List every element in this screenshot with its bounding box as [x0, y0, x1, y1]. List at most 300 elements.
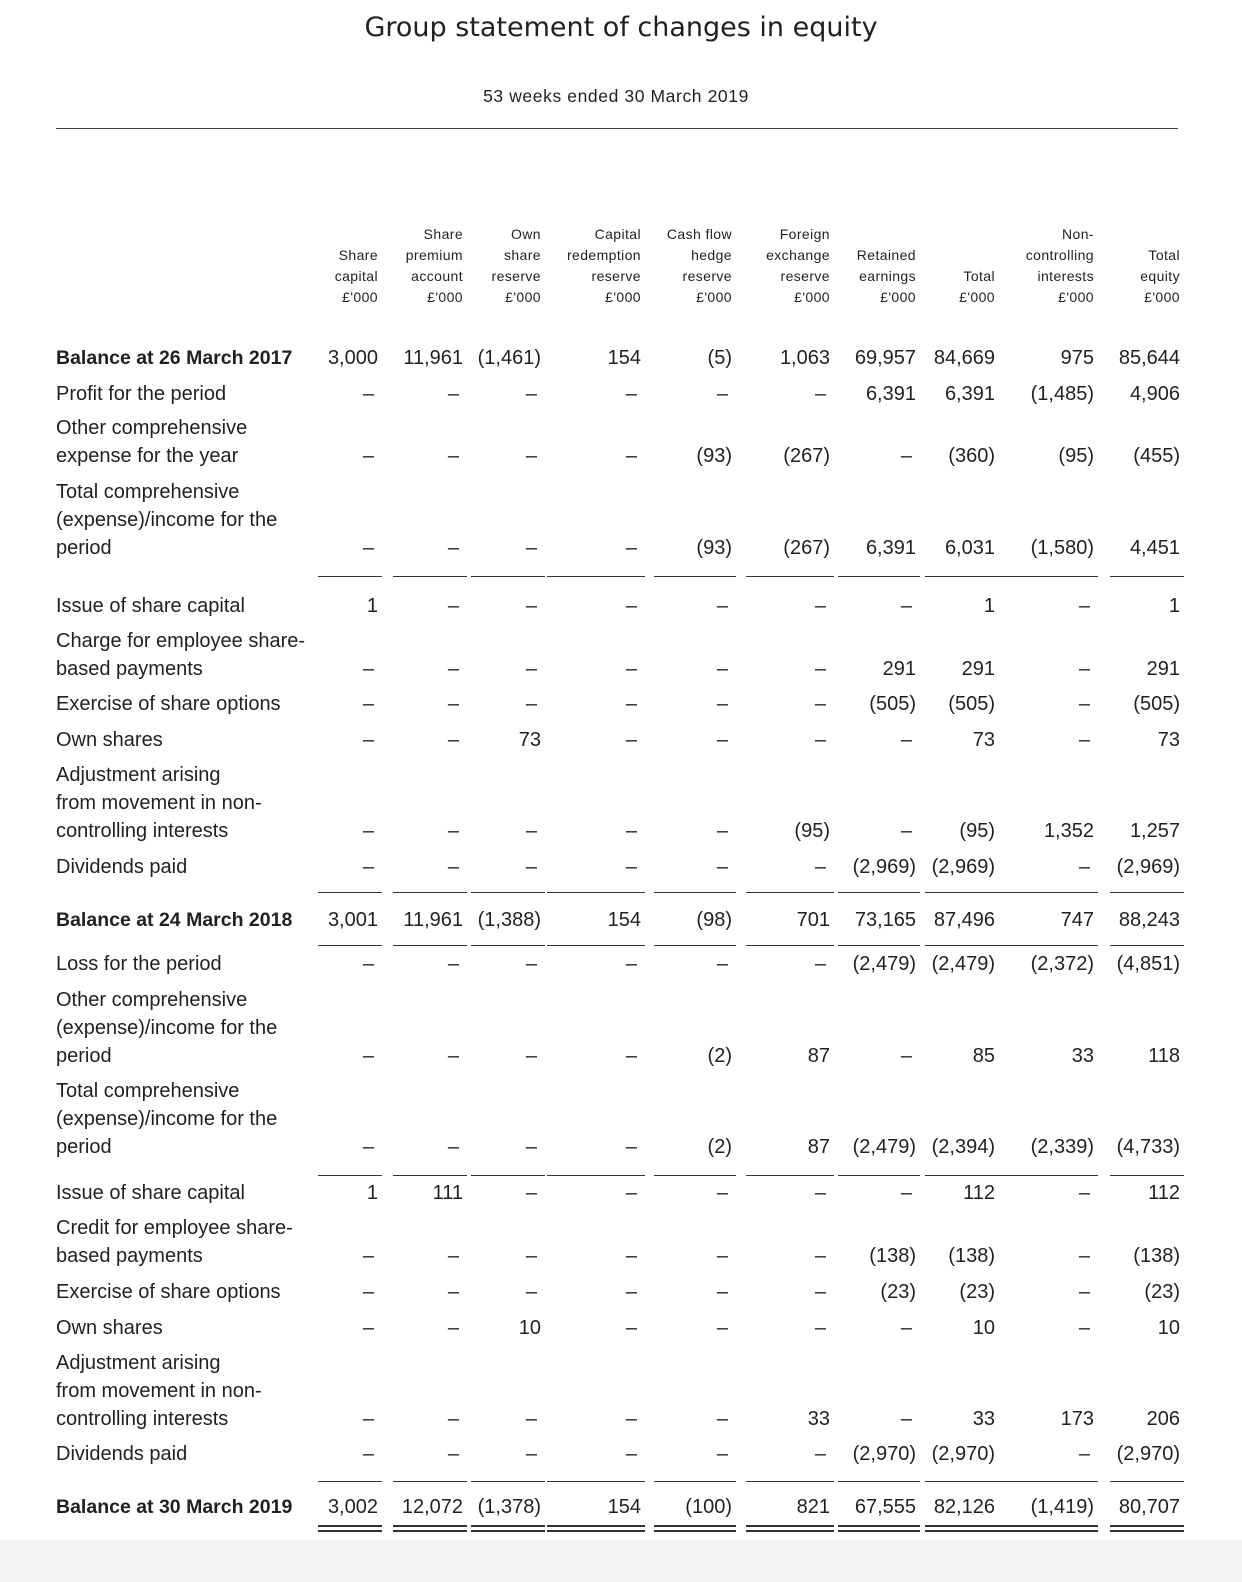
cell-retained-earnings: (138): [869, 1245, 916, 1267]
subtotal-rule: [1110, 1481, 1184, 1482]
cell-non-controlling: –: [1078, 729, 1090, 751]
cell-share-premium: –: [447, 595, 459, 617]
cell-share-capital: –: [362, 1443, 374, 1465]
cell-own-share-reserve: –: [525, 953, 537, 975]
row-label-line: Adjustment arising: [56, 764, 221, 786]
cell-capital-redemption: –: [625, 1408, 637, 1430]
cell-total: 112: [963, 1182, 995, 1204]
cell-cash-flow-hedge: –: [716, 953, 728, 975]
cell-share-premium: –: [447, 1317, 459, 1339]
cell-total-equity: (455): [1133, 445, 1180, 467]
row-label-line: Exercise of share options: [56, 1281, 281, 1303]
cell-foreign-exchange: –: [814, 729, 826, 751]
row-label-line: (expense)/income for the: [56, 1108, 278, 1130]
subtotal-rule: [925, 1481, 999, 1482]
subtotal-rule: [318, 892, 382, 893]
cell-share-premium: –: [447, 445, 459, 467]
subtotal-rule: [547, 945, 645, 946]
column-header-line: reserve: [591, 268, 641, 284]
cell-own-share-reserve: –: [525, 693, 537, 715]
subtotal-rule: [838, 892, 920, 893]
cell-capital-redemption: –: [625, 1136, 637, 1158]
cell-non-controlling: (1,485): [1030, 383, 1094, 405]
cell-total-equity: 291: [1146, 658, 1180, 680]
cell-cash-flow-hedge: –: [716, 856, 728, 878]
column-header-line: £'000: [505, 289, 541, 305]
cell-non-controlling: –: [1078, 856, 1090, 878]
cell-total-equity: 88,243: [1118, 909, 1180, 931]
cell-cash-flow-hedge: –: [716, 729, 728, 751]
cell-total: (23): [959, 1281, 995, 1303]
subtotal-rule: [996, 892, 1098, 893]
column-header-line: Non-: [1062, 226, 1094, 242]
total-double-rule: [996, 1525, 1098, 1527]
cell-own-share-reserve: 73: [518, 729, 541, 751]
cell-share-capital: –: [362, 820, 374, 842]
cell-non-controlling: 1,352: [1043, 820, 1094, 842]
column-header-line: £'000: [696, 289, 732, 305]
subtotal-rule: [925, 945, 999, 946]
row-label-line: Loss for the period: [56, 953, 222, 975]
cell-share-capital: –: [362, 1317, 374, 1339]
cell-foreign-exchange: –: [814, 693, 826, 715]
row-label-line: Total comprehensive: [56, 1080, 240, 1102]
subtotal-rule: [471, 1481, 545, 1482]
cell-non-controlling: 33: [1071, 1045, 1094, 1067]
row-label-line: period: [56, 537, 112, 559]
cell-cash-flow-hedge: –: [716, 1317, 728, 1339]
subtotal-rule: [318, 945, 382, 946]
cell-total: (505): [948, 693, 995, 715]
cell-cash-flow-hedge: –: [716, 1245, 728, 1267]
total-double-rule: [318, 1525, 382, 1527]
cell-own-share-reserve: –: [525, 445, 537, 467]
subtotal-rule: [1110, 576, 1184, 577]
subtotal-rule: [547, 1175, 645, 1176]
cell-share-capital: –: [362, 445, 374, 467]
subtotal-rule: [393, 1481, 467, 1482]
column-header-line: exchange: [766, 247, 830, 263]
subtotal-rule: [746, 945, 834, 946]
cell-retained-earnings: –: [900, 1408, 912, 1430]
cell-own-share-reserve: 10: [518, 1317, 541, 1339]
cell-share-capital: –: [362, 693, 374, 715]
cell-cash-flow-hedge: –: [716, 383, 728, 405]
column-header-line: Capital: [594, 226, 641, 242]
column-header-line: Total: [1148, 247, 1180, 263]
subtotal-rule: [471, 945, 545, 946]
cell-retained-earnings: 67,555: [854, 1496, 916, 1518]
cell-capital-redemption: –: [625, 537, 637, 559]
subtotal-rule: [746, 1175, 834, 1176]
cell-cash-flow-hedge: (93): [696, 445, 732, 467]
row-label-line: Charge for employee share-: [56, 630, 306, 652]
cell-cash-flow-hedge: (98): [696, 909, 732, 931]
cell-cash-flow-hedge: (2): [707, 1045, 732, 1067]
column-header-line: earnings: [859, 268, 916, 284]
row-label-line: (expense)/income for the: [56, 509, 278, 531]
column-header-line: £'000: [1144, 289, 1180, 305]
subtotal-rule: [925, 576, 999, 577]
cell-share-premium: –: [447, 1281, 459, 1303]
cell-share-premium: –: [447, 953, 459, 975]
cell-capital-redemption: –: [625, 658, 637, 680]
subtotal-rule: [654, 576, 736, 577]
column-header-line: £'000: [1058, 289, 1094, 305]
cell-retained-earnings: (2,479): [852, 953, 916, 975]
row-label-line: Dividends paid: [56, 1443, 188, 1465]
cell-own-share-reserve: (1,388): [477, 909, 541, 931]
cell-retained-earnings: 73,165: [854, 909, 916, 931]
column-header-line: £'000: [342, 289, 378, 305]
cell-retained-earnings: –: [900, 1182, 912, 1204]
cell-total: 6,391: [944, 383, 995, 405]
cell-capital-redemption: –: [625, 693, 637, 715]
cell-retained-earnings: –: [900, 729, 912, 751]
column-header-line: reserve: [682, 268, 732, 284]
cell-share-capital: –: [362, 856, 374, 878]
subtotal-rule: [547, 576, 645, 577]
cell-cash-flow-hedge: –: [716, 1281, 728, 1303]
cell-total-equity: (2,970): [1116, 1443, 1180, 1465]
subtotal-rule: [471, 576, 545, 577]
cell-capital-redemption: 154: [607, 347, 641, 369]
page-footer-shade: [0, 1540, 1242, 1582]
column-header-line: £'000: [794, 289, 830, 305]
cell-own-share-reserve: –: [525, 856, 537, 878]
cell-retained-earnings: (23): [880, 1281, 916, 1303]
cell-non-controlling: (1,580): [1030, 537, 1094, 559]
column-header-line: interests: [1037, 268, 1094, 284]
cell-retained-earnings: –: [900, 1317, 912, 1339]
cell-foreign-exchange: (267): [783, 445, 830, 467]
cell-own-share-reserve: –: [525, 1136, 537, 1158]
cell-foreign-exchange: –: [814, 1182, 826, 1204]
row-label-line: period: [56, 1045, 112, 1067]
subtotal-rule: [1110, 892, 1184, 893]
subtotal-rule: [393, 576, 467, 577]
column-header-line: Cash flow: [666, 226, 732, 242]
row-label-line: Profit for the period: [56, 383, 227, 405]
cell-share-capital: –: [362, 1408, 374, 1430]
cell-capital-redemption: –: [625, 1317, 637, 1339]
cell-total-equity: (4,733): [1116, 1136, 1180, 1158]
cell-share-capital: 3,002: [327, 1496, 378, 1518]
cell-share-capital: –: [362, 1045, 374, 1067]
subtotal-rule: [746, 576, 834, 577]
cell-total-equity: 1,257: [1129, 820, 1180, 842]
subtotal-rule: [393, 892, 467, 893]
cell-cash-flow-hedge: –: [716, 658, 728, 680]
row-label-line: period: [56, 1136, 112, 1158]
row-label-line: Dividends paid: [56, 856, 188, 878]
cell-own-share-reserve: –: [525, 1281, 537, 1303]
column-header-line: Share: [338, 247, 378, 263]
cell-total-equity: 206: [1146, 1408, 1180, 1430]
subtotal-rule: [838, 576, 920, 577]
cell-retained-earnings: –: [900, 595, 912, 617]
row-label-line: (expense)/income for the: [56, 1017, 278, 1039]
cell-retained-earnings: –: [900, 445, 912, 467]
column-header-line: Foreign: [779, 226, 830, 242]
cell-non-controlling: 975: [1060, 347, 1094, 369]
cell-total: (95): [959, 820, 995, 842]
cell-own-share-reserve: –: [525, 1443, 537, 1465]
cell-cash-flow-hedge: (100): [685, 1496, 732, 1518]
cell-total: 73: [972, 729, 995, 751]
cell-retained-earnings: (2,479): [852, 1136, 916, 1158]
row-label-line: from movement in non-: [56, 1380, 262, 1402]
cell-capital-redemption: 154: [607, 1496, 641, 1518]
cell-share-premium: 11,961: [403, 909, 463, 931]
cell-cash-flow-hedge: –: [716, 1182, 728, 1204]
cell-total: 87,496: [933, 909, 995, 931]
column-header-line: share: [503, 247, 541, 263]
cell-non-controlling: 747: [1060, 909, 1094, 931]
row-label-line: based payments: [56, 658, 203, 680]
column-header-line: Total: [963, 268, 995, 284]
cell-share-capital: –: [362, 1245, 374, 1267]
cell-total-equity: 4,906: [1129, 383, 1180, 405]
total-double-rule: [1110, 1525, 1184, 1527]
cell-capital-redemption: –: [625, 1245, 637, 1267]
cell-cash-flow-hedge: (5): [707, 347, 732, 369]
row-label-line: Total comprehensive: [56, 481, 240, 503]
subtotal-rule: [547, 1481, 645, 1482]
cell-capital-redemption: –: [625, 595, 637, 617]
cell-total: 10: [972, 1317, 995, 1339]
cell-share-capital: 1: [366, 595, 378, 617]
subtotal-rule: [996, 1175, 1098, 1176]
cell-non-controlling: (1,419): [1030, 1496, 1094, 1518]
subtotal-rule: [838, 1175, 920, 1176]
cell-own-share-reserve: –: [525, 1182, 537, 1204]
cell-foreign-exchange: 33: [807, 1408, 830, 1430]
cell-retained-earnings: (505): [869, 693, 916, 715]
cell-capital-redemption: –: [625, 856, 637, 878]
cell-total: (2,394): [931, 1136, 995, 1158]
cell-capital-redemption: –: [625, 953, 637, 975]
cell-total-equity: (4,851): [1116, 953, 1180, 975]
cell-foreign-exchange: (95): [794, 820, 830, 842]
cell-total-equity: (23): [1144, 1281, 1180, 1303]
cell-non-controlling: –: [1078, 693, 1090, 715]
column-header-line: reserve: [780, 268, 830, 284]
cell-share-premium: –: [447, 729, 459, 751]
cell-retained-earnings: –: [900, 1045, 912, 1067]
total-double-rule: [547, 1525, 645, 1527]
cell-own-share-reserve: –: [525, 1045, 537, 1067]
cell-share-capital: –: [362, 658, 374, 680]
cell-foreign-exchange: –: [814, 383, 826, 405]
cell-share-premium: –: [447, 856, 459, 878]
row-label-line: Other comprehensive: [56, 417, 248, 439]
row-label-line: expense for the year: [56, 445, 239, 467]
cell-total-equity: 112: [1148, 1182, 1180, 1204]
cell-capital-redemption: –: [625, 729, 637, 751]
cell-own-share-reserve: –: [525, 658, 537, 680]
cell-total: 84,669: [933, 347, 995, 369]
cell-share-capital: 1: [366, 1182, 378, 1204]
cell-share-premium: –: [447, 820, 459, 842]
cell-share-capital: 3,001: [327, 909, 378, 931]
cell-foreign-exchange: –: [814, 658, 826, 680]
cell-share-capital: –: [362, 1136, 374, 1158]
cell-retained-earnings: 69,957: [854, 347, 916, 369]
row-label-line: controlling interests: [56, 820, 229, 842]
cell-non-controlling: –: [1078, 595, 1090, 617]
cell-non-controlling: –: [1078, 658, 1090, 680]
cell-non-controlling: –: [1078, 1281, 1090, 1303]
row-label-line: based payments: [56, 1245, 203, 1267]
cell-share-premium: –: [447, 1408, 459, 1430]
cell-share-premium: –: [447, 383, 459, 405]
cell-foreign-exchange: 1,063: [779, 347, 830, 369]
cell-total: (138): [948, 1245, 995, 1267]
subtotal-rule: [1110, 945, 1184, 946]
column-header-line: controlling: [1025, 247, 1094, 263]
column-header-line: account: [411, 268, 463, 284]
cell-cash-flow-hedge: (93): [696, 537, 732, 559]
subtotal-rule: [471, 892, 545, 893]
cell-total: (360): [948, 445, 995, 467]
cell-cash-flow-hedge: –: [716, 1408, 728, 1430]
column-header-line: Retained: [856, 247, 916, 263]
row-label-line: Balance at 30 March 2019: [56, 1496, 293, 1518]
cell-foreign-exchange: (267): [783, 537, 830, 559]
cell-share-capital: –: [362, 1281, 374, 1303]
cell-capital-redemption: –: [625, 383, 637, 405]
cell-share-capital: –: [362, 729, 374, 751]
cell-non-controlling: (95): [1058, 445, 1094, 467]
total-double-rule: [471, 1525, 545, 1527]
row-label-line: Adjustment arising: [56, 1352, 221, 1374]
cell-total-equity: (138): [1133, 1245, 1180, 1267]
cell-retained-earnings: (2,969): [852, 856, 916, 878]
cell-own-share-reserve: –: [525, 537, 537, 559]
cell-share-premium: –: [447, 1245, 459, 1267]
column-header-line: equity: [1140, 268, 1180, 284]
subtotal-rule: [996, 1481, 1098, 1482]
cell-own-share-reserve: –: [525, 820, 537, 842]
cell-own-share-reserve: –: [525, 1245, 537, 1267]
subtotal-rule: [925, 892, 999, 893]
cell-share-capital: –: [362, 383, 374, 405]
column-header-line: £'000: [880, 289, 916, 305]
cell-non-controlling: 173: [1060, 1408, 1094, 1430]
cell-foreign-exchange: 87: [807, 1045, 830, 1067]
cell-retained-earnings: 6,391: [865, 383, 916, 405]
cell-own-share-reserve: –: [525, 1408, 537, 1430]
total-double-rule: [393, 1525, 467, 1527]
column-header-line: hedge: [691, 247, 732, 263]
cell-foreign-exchange: –: [814, 1317, 826, 1339]
cell-total: 82,126: [933, 1496, 995, 1518]
column-header-line: premium: [405, 247, 463, 263]
cell-foreign-exchange: –: [814, 1245, 826, 1267]
column-header-line: £'000: [959, 289, 995, 305]
cell-share-premium: 11,961: [403, 347, 463, 369]
cell-capital-redemption: –: [625, 820, 637, 842]
cell-cash-flow-hedge: –: [716, 1443, 728, 1465]
cell-total: 85: [972, 1045, 995, 1067]
cell-total-equity: (2,969): [1116, 856, 1180, 878]
cell-total: 6,031: [944, 537, 995, 559]
cell-own-share-reserve: –: [525, 383, 537, 405]
subtotal-rule: [318, 1481, 382, 1482]
cell-capital-redemption: –: [625, 1182, 637, 1204]
cell-non-controlling: (2,372): [1030, 953, 1094, 975]
subtotal-rule: [393, 945, 467, 946]
cell-own-share-reserve: (1,461): [477, 347, 541, 369]
row-label-line: Credit for employee share-: [56, 1217, 293, 1239]
cell-capital-redemption: 154: [607, 909, 641, 931]
total-double-rule: [838, 1525, 920, 1527]
cell-total-equity: (505): [1133, 693, 1180, 715]
cell-share-capital: –: [362, 953, 374, 975]
subtotal-rule: [838, 945, 920, 946]
cell-total-equity: 4,451: [1129, 537, 1180, 559]
cell-share-capital: –: [362, 537, 374, 559]
cell-total-equity: 80,707: [1118, 1496, 1180, 1518]
cell-non-controlling: –: [1078, 1182, 1090, 1204]
cell-foreign-exchange: –: [814, 856, 826, 878]
cell-non-controlling: (2,339): [1030, 1136, 1094, 1158]
cell-foreign-exchange: –: [814, 953, 826, 975]
subtotal-rule: [318, 576, 382, 577]
cell-total-equity: 10: [1157, 1317, 1180, 1339]
cell-foreign-exchange: –: [814, 595, 826, 617]
cell-total: 33: [972, 1408, 995, 1430]
column-header-line: Own: [511, 226, 541, 242]
row-label-line: controlling interests: [56, 1408, 229, 1430]
column-header-line: redemption: [566, 247, 641, 263]
cell-share-premium: –: [447, 693, 459, 715]
cell-cash-flow-hedge: –: [716, 595, 728, 617]
page-subtitle: 53 weeks ended 30 March 2019: [483, 86, 749, 106]
cell-foreign-exchange: 701: [796, 909, 830, 931]
row-label-line: Own shares: [56, 1317, 163, 1339]
row-label-line: Issue of share capital: [56, 1182, 245, 1204]
row-label-line: Exercise of share options: [56, 693, 281, 715]
subtotal-rule: [547, 892, 645, 893]
subtotal-rule: [654, 892, 736, 893]
subtotal-rule: [838, 1481, 920, 1482]
column-header-line: £'000: [427, 289, 463, 305]
cell-total: 291: [961, 658, 995, 680]
subtotal-rule: [654, 1481, 736, 1482]
total-double-rule: [746, 1525, 834, 1527]
subtotal-rule: [318, 1175, 382, 1176]
cell-total: 1: [983, 595, 995, 617]
row-label-line: Other comprehensive: [56, 989, 248, 1011]
subtotal-rule: [746, 892, 834, 893]
row-label-line: Own shares: [56, 729, 163, 751]
cell-non-controlling: –: [1078, 1245, 1090, 1267]
cell-share-premium: 111: [432, 1182, 463, 1204]
row-label-line: Balance at 26 March 2017: [56, 347, 293, 369]
cell-foreign-exchange: –: [814, 1281, 826, 1303]
subtotal-rule: [1110, 1175, 1184, 1176]
cell-capital-redemption: –: [625, 1045, 637, 1067]
cell-total-equity: 73: [1157, 729, 1180, 751]
column-header-line: reserve: [491, 268, 541, 284]
column-header-line: Share: [423, 226, 463, 242]
page-title: Group statement of changes in equity: [364, 12, 878, 43]
cell-non-controlling: –: [1078, 1317, 1090, 1339]
total-double-rule: [925, 1525, 999, 1527]
cell-foreign-exchange: 821: [796, 1496, 830, 1518]
